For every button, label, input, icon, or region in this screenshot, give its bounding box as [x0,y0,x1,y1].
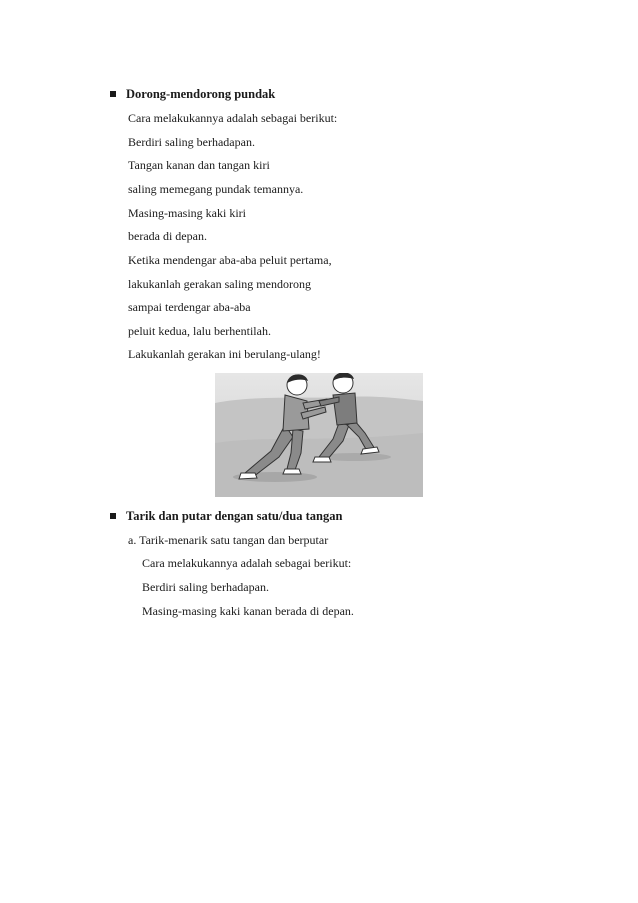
paragraph-line: Berdiri saling berhadapan. [142,580,269,594]
two-children-pushing-illustration [215,373,423,497]
paragraph-line: Tangan kanan dan tangan kiri [128,158,270,172]
paragraph-line: Lakukanlah gerakan ini berulang-ulang! [128,347,321,361]
paragraph-line: saling memegang pundak temannya. [128,182,304,196]
paragraph-line: Berdiri saling berhadapan. [128,135,255,149]
section-heading-text: Dorong-mendorong pundak [126,87,276,101]
paragraph-line: Ketika mendengar aba-aba peluit pertama, [128,253,332,267]
paragraph-line: sampai terdengar aba-aba [128,300,251,314]
paragraph-line: Cara melakukannya adalah sebagai berikut: [128,111,338,125]
section-heading-dorong [110,87,275,102]
square-bullet-icon [110,91,116,97]
square-bullet-icon [110,513,116,519]
paragraph-line: berada di depan. [128,229,207,243]
paragraph-line: Masing-masing kaki kiri [128,206,246,220]
section-heading-text: Tarik dan putar dengan satu/dua tangan [126,509,343,523]
sub-item-line: a. Tarik-menarik satu tangan dan berputar [128,533,329,547]
pushing-children-icon [215,373,423,497]
paragraph-line: Masing-masing kaki kanan berada di depan. [142,604,354,618]
paragraph-line: peluit kedua, lalu berhentilah. [128,324,271,338]
section-heading-tarik [110,509,342,524]
paragraph-line: Cara melakukannya adalah sebagai berikut: [142,556,352,570]
paragraph-line: lakukanlah gerakan saling mendorong [128,277,311,291]
